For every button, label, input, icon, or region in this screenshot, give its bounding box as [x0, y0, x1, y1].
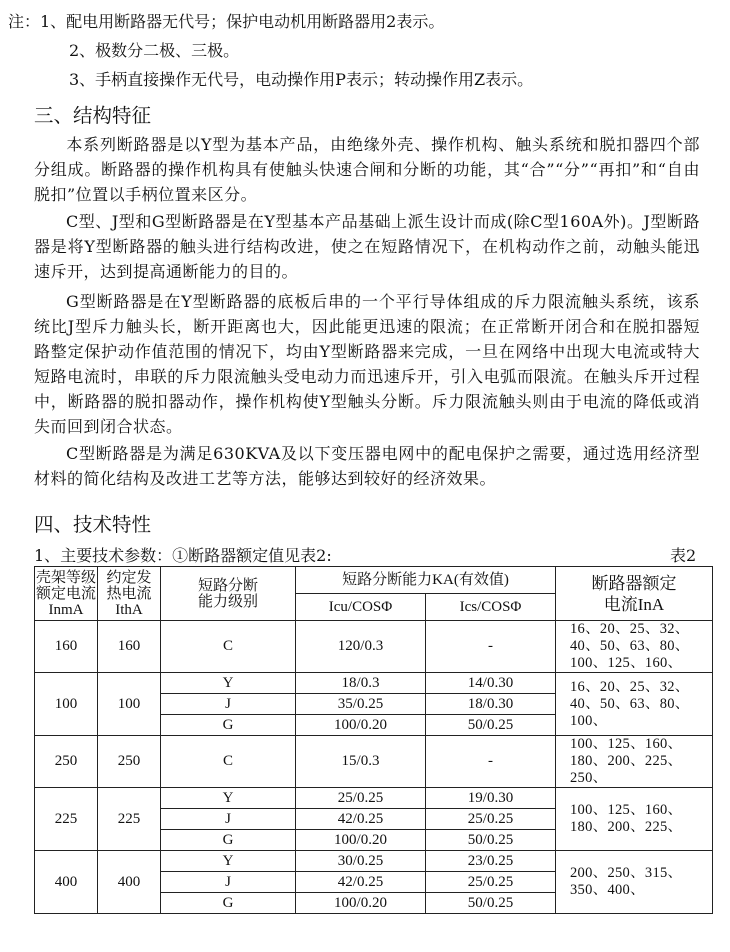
- ics-cell: 50/0.25: [426, 893, 556, 914]
- icu-cell: 120/0.3: [296, 621, 426, 673]
- table-row: [35, 736, 713, 788]
- table-row: [35, 851, 713, 872]
- grade-cell: C: [161, 736, 296, 788]
- grade-cell: Y: [161, 788, 296, 809]
- icu-cell: 15/0.3: [296, 736, 426, 788]
- table-row: [35, 621, 713, 673]
- ics-cell: -: [426, 621, 556, 673]
- frame-current-cell: 100: [35, 673, 98, 736]
- header-thermal-current: 约定发 热电流 IthA: [98, 567, 161, 621]
- grade-cell: G: [161, 715, 296, 736]
- rated-current-cell: 200、250、315、 350、400、: [556, 851, 713, 914]
- section-3-paragraph-2: C型、J型和G型断路器是在Y型基本产品基础上派生设计而成(除C型160A外)。J型断路器是将Y型断路器的触头进行结构改进，使之在短路情况下，在机构动作之前，动触头能迅速斥开，达到提高通断能力的目的。: [34, 212, 700, 281]
- ics-cell: 25/0.25: [426, 809, 556, 830]
- frame-current-cell: 225: [35, 788, 98, 851]
- ics-cell: 25/0.25: [426, 872, 556, 893]
- rated-current-cell: 16、20、25、32、 40、50、63、80、 100、125、160、: [556, 621, 713, 673]
- rated-current-cell: 100、125、160、 180、200、225、: [556, 788, 713, 851]
- grade-cell: G: [161, 893, 296, 914]
- thermal-current-cell: 250: [98, 736, 161, 788]
- grade-cell: J: [161, 694, 296, 715]
- section-4-heading: 四、技术特性: [34, 513, 152, 536]
- frame-current-cell: 160: [35, 621, 98, 673]
- grade-cell: C: [161, 621, 296, 673]
- note-3: 3、手柄直接操作无代号，电动操作用P表示；转动操作用Z表示。: [69, 70, 534, 89]
- icu-cell: 100/0.20: [296, 715, 426, 736]
- header-frame-current: 壳架等级 额定电流 InmA: [35, 567, 98, 621]
- frame-current-cell: 250: [35, 736, 98, 788]
- note-2: 2、极数分二极、三极。: [69, 41, 240, 60]
- icu-cell: 25/0.25: [296, 788, 426, 809]
- grade-cell: G: [161, 830, 296, 851]
- rated-values-table: [34, 566, 713, 914]
- grade-cell: Y: [161, 851, 296, 872]
- icu-cell: 42/0.25: [296, 872, 426, 893]
- icu-cell: 18/0.3: [296, 673, 426, 694]
- section-3-paragraph-1: 本系列断路器是以Y型为基本产品，由绝缘外壳、操作机构、触头系统和脱扣器四个部分组成。断路器的操作机构具有使触头快速合闸和分断的功能，其“合”“分”“再扣”和“自由脱扣”位置以手柄位置来区分。: [34, 135, 700, 204]
- icu-cell: 35/0.25: [296, 694, 426, 715]
- header-breaking-grade: 短路分断 能力级别: [161, 567, 296, 621]
- icu-cell: 30/0.25: [296, 851, 426, 872]
- table-caption: 1、主要技术参数：①断路器额定值见表2:: [34, 546, 332, 565]
- grade-cell: J: [161, 872, 296, 893]
- icu-cell: 100/0.20: [296, 893, 426, 914]
- section-3-heading: 三、结构特征: [34, 104, 152, 127]
- table-row: [35, 788, 713, 809]
- ics-cell: 19/0.30: [426, 788, 556, 809]
- ics-cell: 23/0.25: [426, 851, 556, 872]
- header-rated-current: 断路器额定 电流InA: [556, 567, 713, 621]
- rated-current-cell: 100、125、160、 180、200、225、 250、: [556, 736, 713, 788]
- header-breaking-capacity: 短路分断能力KA(有效值): [296, 567, 556, 594]
- table-number: 表2: [670, 546, 697, 565]
- grade-cell: J: [161, 809, 296, 830]
- icu-cell: 42/0.25: [296, 809, 426, 830]
- thermal-current-cell: 100: [98, 673, 161, 736]
- header-icu: Icu/COSΦ: [296, 594, 426, 621]
- thermal-current-cell: 225: [98, 788, 161, 851]
- ics-cell: 14/0.30: [426, 673, 556, 694]
- icu-cell: 100/0.20: [296, 830, 426, 851]
- ics-cell: 50/0.25: [426, 830, 556, 851]
- section-3-paragraph-3: G型断路器是在Y型断路器的底板后串的一个平行导体组成的斥力限流触头系统，该系统比J型斥力触头长，断开距离也大，因此能更迅速的限流；在正常断开闭合和在脱扣器短路整定保护动作值范围的情况下，均由Y型断路器来完成，一旦在网络中出现大电流或特大短路电流时，串联的斥力限流触头受电动力而迅速斥开，引入电弧而限流。在触头斥开过程中，断路器的脱扣器动作，操作机构使Y型触头分断。斥力限流触头则由于电流的降低或消失而回到闭合状态。: [34, 292, 700, 436]
- thermal-current-cell: 160: [98, 621, 161, 673]
- ics-cell: 18/0.30: [426, 694, 556, 715]
- ics-cell: 50/0.25: [426, 715, 556, 736]
- thermal-current-cell: 400: [98, 851, 161, 914]
- grade-cell: Y: [161, 673, 296, 694]
- header-ics: Ics/COSΦ: [426, 594, 556, 621]
- rated-current-cell: 16、20、25、32、 40、50、63、80、 100、: [556, 673, 713, 736]
- ics-cell: -: [426, 736, 556, 788]
- table-row: [35, 673, 713, 694]
- note-1: 注：1、配电用断路器无代号；保护电动机用断路器用2表示。: [8, 12, 445, 31]
- section-3-paragraph-4: C型断路器是为满足630KVA及以下变压器电网中的配电保护之需要，通过选用经济型材料的简化结构及改进工艺等方法，能够达到较好的经济效果。: [34, 444, 700, 488]
- frame-current-cell: 400: [35, 851, 98, 914]
